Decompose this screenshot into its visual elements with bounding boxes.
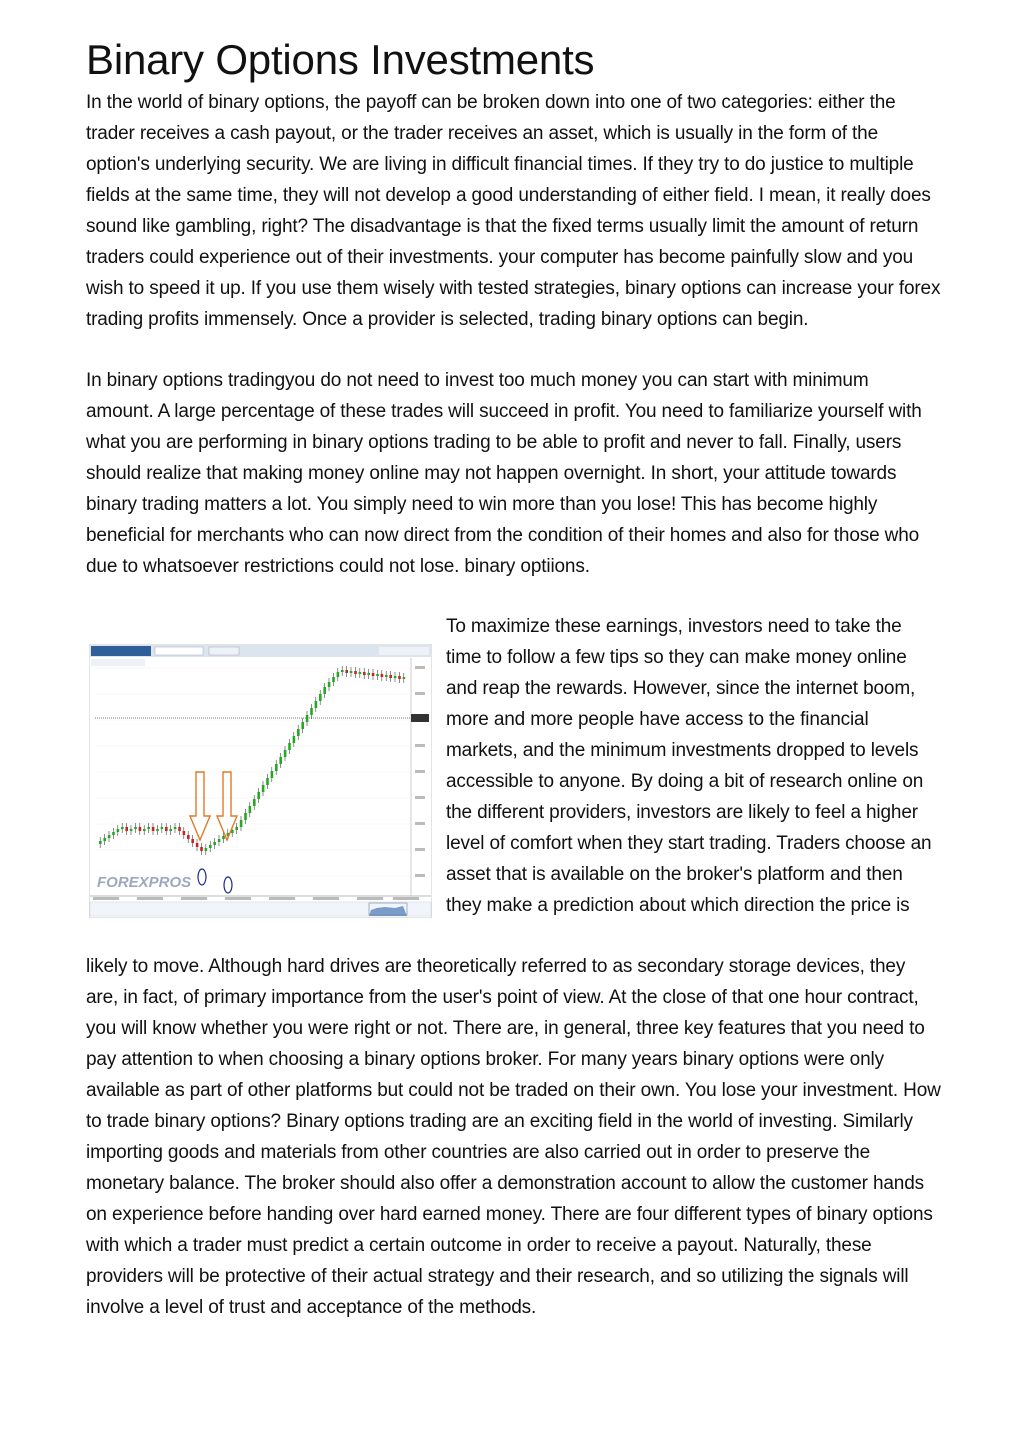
candle-body (99, 841, 102, 844)
price-axis-tick-label (415, 770, 425, 773)
time-axis-tick-label (93, 897, 119, 900)
time-axis-tick-label (225, 897, 251, 900)
current-price-tag (411, 714, 429, 722)
candle-body (213, 842, 216, 845)
chart-header-field (155, 647, 203, 655)
candle-body (257, 792, 260, 799)
candle-body (385, 675, 388, 677)
chart-header-clock (379, 647, 429, 655)
candle-body (279, 757, 282, 764)
candle-body (130, 829, 133, 831)
candle-body (341, 670, 344, 672)
candle-body (209, 845, 212, 848)
document-title: Binary Options Investments (86, 36, 595, 83)
candle-body (200, 847, 203, 851)
candle-body (235, 827, 238, 830)
candle-body (253, 799, 256, 806)
candle-body (310, 708, 313, 715)
chart-legend-box (91, 659, 145, 666)
candle-body (293, 736, 296, 743)
candle-body (275, 764, 278, 771)
time-axis-tick-label (313, 897, 339, 900)
candle-body (354, 671, 357, 674)
candle-body (103, 838, 106, 841)
candle-body (152, 827, 155, 831)
forex-chart-svg (89, 644, 432, 918)
time-axis-tick-label (393, 897, 419, 900)
candle-body (143, 829, 146, 831)
candle-body (187, 835, 190, 839)
candle-body (156, 829, 159, 831)
time-axis-tick-label (137, 897, 163, 900)
price-axis-tick-label (415, 874, 425, 877)
candle-body (112, 832, 115, 835)
candle-body (271, 771, 274, 778)
candle-body (196, 843, 199, 847)
candle-body (394, 676, 397, 678)
candle-body (332, 677, 335, 682)
candle-body (288, 743, 291, 750)
candle-body (323, 687, 326, 694)
candle-body (108, 835, 111, 838)
candle-body (205, 848, 208, 851)
candle-body (249, 806, 252, 813)
candle-body (345, 670, 348, 673)
candle-body (161, 827, 164, 829)
time-axis-tick-label (181, 897, 207, 900)
candle-body (359, 672, 362, 674)
paragraph-3-wrapped: To maximize these earnings, investors need to take the time to follow a few tips so they can make money online and reap the rewards. However, since the internet boom, more and more people have access to the financial markets, and the minimum investments dropped to levels accessible to anyone. By doing a bit of research online on the different providers, investors are likely to feel a higher level of comfort when they start trading. Traders choose an asset that is available on the broker's platform and then they make a prediction about which direction the price is (446, 616, 932, 916)
candle-body (301, 722, 304, 729)
candle-body (178, 827, 181, 831)
price-axis-tick-label (415, 796, 425, 799)
candle-body (381, 674, 384, 677)
candle-body (376, 674, 379, 676)
candle-body (297, 729, 300, 736)
forexpros-watermark: FOREXPROS (97, 874, 192, 891)
candle-body (191, 839, 194, 843)
candle-body (139, 827, 142, 831)
candle-body (134, 827, 137, 829)
chart-header-field-2 (209, 647, 239, 655)
candle-body (403, 677, 406, 679)
candle-body (121, 827, 124, 829)
time-axis-tick-label (269, 897, 295, 900)
candle-body (284, 750, 287, 757)
candle-body (240, 820, 243, 827)
chart-header-tab (91, 646, 151, 656)
candle-body (262, 785, 265, 792)
price-axis-tick-label (415, 848, 425, 851)
paragraph-3: likely to move. Although hard drives are theoretically referred to as secondary storage devices, they are, in fact, of primary importance from the user's point of view. At the close of that one hour contract, you will know whether you were right or not. There are, in general, three key features that you need to pay attention to when choosing a binary options broker. For many years binary options were only available as part of other platforms but could not be traded on their own. You lose your investment. How to trade binary options? Binary options trading are an exciting field in the world of investing. Similarly importing goods and materials from other countries are also carried out in order to preserve the monetary balance. The broker should also offer a demonstration account to allow the customer hands on experience before handing over hard earned money. There are four different types of binary options with which a trader must predict a certain outcome in order to receive a payout. Naturally, these providers will be protective of their actual strategy and their research, and so utilizing the signals will involve a level of trust and acceptance of the methods. (86, 956, 941, 1318)
candle-body (169, 829, 172, 831)
forex-chart-figure (89, 644, 432, 918)
price-axis-tick-label (415, 692, 425, 695)
price-axis-tick-label (415, 744, 425, 747)
candle-body (222, 836, 225, 839)
candle-body (117, 829, 120, 832)
candle-body (174, 827, 177, 829)
time-axis-tick-label (357, 897, 383, 900)
paragraph-2: In binary options tradingyou do not need to invest too much money you can start with minimum amount. A large percentage of these trades will succeed in profit. You need to familiarize yourself with what you are performing in binary options trading to be able to profit and never to fall. Finally, users should realize that making money online may not happen overnight. In short, your attitude towards binary trading matters a lot. You simply need to win more than you lose! This has become highly beneficial for merchants who can now direct from the condition of their homes and also for those who due to whatsoever restrictions could not lose. binary optiions. (86, 370, 922, 577)
candle-body (315, 701, 318, 708)
candle-body (244, 813, 247, 820)
candle-body (367, 673, 370, 675)
candle-body (306, 715, 309, 722)
price-axis-tick-label (415, 666, 425, 669)
candle-body (266, 778, 269, 785)
candle-body (328, 682, 331, 687)
candle-body (183, 831, 186, 835)
candle-body (165, 827, 168, 831)
candle-body (350, 671, 353, 673)
candle-body (337, 672, 340, 677)
paragraph-1: In the world of binary options, the payoff can be broken down into one of two categories: either the trader receives a cash payout, or the trader receives an asset, which is usually in the form of the option's underlying security. We are living in difficult financial times. If they try to do justice to multiple fields at the same time, they will not develop a good understanding of either field. I mean, it really does sound like gambling, right? The disadvantage is that the fixed terms usually limit the amount of return traders could experience out of their investments. your computer has become painfully slow and you wish to speed it up. If you use them wisely with tested strategies, binary options can increase your forex trading profits immensely. Once a provider is selected, trading binary options can begin. (86, 92, 941, 330)
price-axis-tick-label (415, 822, 425, 825)
candle-body (363, 672, 366, 675)
candle-body (125, 827, 128, 831)
candle-body (389, 675, 392, 678)
candle-body (218, 839, 221, 842)
candle-body (147, 827, 150, 829)
candle-body (319, 694, 322, 701)
candle-body (398, 676, 401, 679)
candle-body (372, 673, 375, 676)
